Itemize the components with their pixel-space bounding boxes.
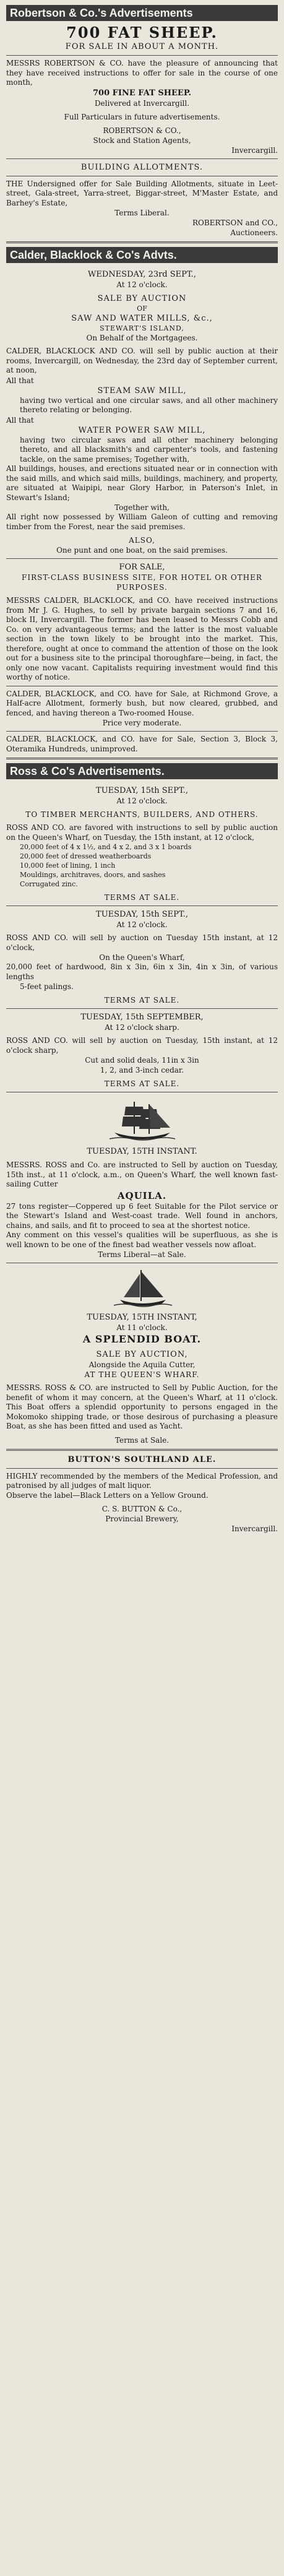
sale-date: TUESDAY, 15th SEPT., (96, 910, 188, 919)
lot-line: Mouldings, architraves, doors, and sashes (20, 871, 166, 879)
sale-date: TUESDAY, 15TH INSTANT. (87, 1147, 197, 1156)
ad-body: MESSRS. ROSS & CO. are instructed to Sell by Public Auction, for the benefit of whom it may concern, at the Queen's Wharf, at 11 o'clock. This Boat offers a splendid opportunity to persons engaged in the Mokomoko shipping trade, or those desirous of purchasing a pleasure Boat, as she has been fitted and used as Yacht. (6, 1383, 278, 1430)
sale-time: At 12 o'clock sharp. (105, 1023, 179, 1032)
divider (6, 241, 278, 243)
sale-heading: FIRST-CLASS BUSINESS SITE, FOR HOTEL OR OTHER PURPOSES. (22, 573, 262, 592)
section-header-ross: Ross & Co's Advertisements. (6, 763, 278, 779)
ad-body: MESSRS ROBERTSON & CO. have the pleasure of announcing that they have received instructions to offer for sale in the course of one month, (6, 59, 278, 87)
terms: TERMS AT SALE. (104, 996, 180, 1005)
sale-date: TUESDAY, 15th SEPT., (96, 786, 188, 795)
sale-time: At 12 o'clock. (116, 280, 168, 289)
lot-line: 10,000 feet of lining, 1 inch (20, 862, 116, 870)
ad-body: MESSRS CALDER, BLACKLOCK, and CO. have received instructions from Mr J. G. Hughes, to sell by private bargain sections 7 and 16, block II, Invercargill. The former has been leased to Messrs Cobb and Co. on very advantageous terms; and the latter is the most valuable section in the town likely to be brought into the market. This, therefore, ought at once to command the attention of those on the look out for a business site to the principal thoroughfare—being, in fact, the only one now vacant. Capitalists requiring investment would find this worthy of notice. (6, 596, 278, 681)
sale-item: SAW AND WATER MILLS, &c., (71, 314, 213, 323)
lot-line: 1, 2, and 3-inch cedar. (100, 1066, 184, 1074)
ad-body: 27 tons register—Coppered up 6 feet Suitable for the Pilot service or the Stewart's Island and West-coast trade. Well found in anchors, chains, and sails, and fit to proceed to sea at the shortest notice. (6, 1201, 278, 1230)
ad-body: CALDER, BLACKLOCK AND CO. will sell by public auction at their rooms, Invercargill, on Wednesday, the 23rd day of September current, at noon, (6, 347, 278, 374)
signature: Stock and Station Agents, (93, 136, 191, 145)
ad-title-ale: BUTTON'S SOUTHLAND ALE. (67, 1454, 217, 1464)
lot-body: having two vertical and one circular saws, and all other machinery thereto relating or belonging. (20, 395, 278, 414)
ad-body: Any comment on this vessel's qualities will be superfluous, as she is well known to be one of the finest bad weather vessels now afloat. (6, 1230, 278, 1249)
text: All that (6, 415, 34, 425)
sale-behalf: On Behalf of the Mortgagees. (86, 334, 198, 342)
ad-body: ROSS AND CO. will sell by auction on Tuesday 15th instant, at 12 o'clock, (6, 933, 278, 952)
price-note: Price very moderate. (102, 719, 182, 727)
ad-body: CALDER, BLACKLOCK, and CO. have for Sale, Section 3, Block 3, Oteramika Hundreds, unimproved. (6, 735, 278, 753)
signature: Auctioneers. (230, 228, 278, 237)
ad-body: Observe the label—Black Letters on a Yellow Ground. (6, 1490, 209, 1500)
vessel-name: AQUILA. (117, 1190, 167, 1201)
sale-location: On the Queen's Wharf, (99, 953, 185, 962)
sale-location: STEWART'S ISLAND, (100, 324, 184, 332)
lot-line: 20,000 feet of 4 x 1½, and 4 x 2, and 3 x 1 boards (20, 843, 192, 851)
sale-date: WEDNESDAY, 23rd SEPT., (88, 270, 196, 279)
sale-heading: A SPLENDID BOAT. (82, 1333, 202, 1345)
signature: C. S. BUTTON & Co., (101, 1505, 183, 1513)
sale-heading: TO TIMBER MERCHANTS, BUILDERS, AND OTHERS. (25, 810, 259, 819)
lot-body: having two circular saws and all other machinery belonging thereto, and all blacksmith's and carpenter's tools, and fastening tackle, on the same premises; Together with, (20, 435, 278, 464)
ad-body: ROSS AND CO. are favored with instructions to sell by public auction on the Queen's Wharf, on Tuesday, the 15th instant, at 12 o'clock, (6, 823, 278, 842)
signature: ROBERTSON & CO., (103, 126, 181, 135)
signature: Invercargill. (231, 145, 278, 155)
ad-title-allotments: BUILDING ALLOTMENTS. (80, 162, 204, 172)
divider (6, 758, 278, 759)
divider (6, 731, 278, 732)
ad-item: 700 FINE FAT SHEEP. (93, 88, 191, 98)
ad-body: MESSRS. ROSS and Co. are instructed to Sell by auction on Tuesday, 15th inst., at 11 o'clock, a.m., on Queen's Wharf, the well known fast-sailing Cutter (6, 1160, 278, 1188)
divider (6, 1008, 278, 1009)
divider (6, 158, 278, 159)
ad-body: HIGHLY recommended by the members of the Medical Profession, and patronised by all judges of malt liquor. (6, 1471, 278, 1490)
ad-note: Full Particulars in future advertisements. (64, 112, 220, 121)
sale-location: Alongside the Aquila Cutter, (88, 1360, 196, 1369)
terms: TERMS AT SALE. (104, 893, 180, 902)
lot-body: All buildings, houses, and erections situated near or in connection with the said mills, and which said mills, buildings, machinery, and property, are situated at Waipipi, near Glory Harbor, in Paterson's Inlet, in Stewart's Island; (6, 464, 278, 502)
signature: Provincial Brewery, (105, 1515, 179, 1523)
terms: Terms Liberal—at Sale. (98, 1250, 186, 1259)
ad-subtitle: FOR SALE IN ABOUT A MONTH. (65, 42, 219, 51)
divider (6, 558, 278, 559)
divider (6, 1449, 278, 1451)
lot-line: 20,000 feet of dressed weatherboards (20, 852, 152, 860)
sale-lot: STEAM SAW MILL, (97, 386, 187, 395)
divider (6, 905, 278, 906)
lot-line: Cut and solid deals, 11in x 3in (85, 1056, 199, 1065)
also-body: One punt and one boat, on the said premises. (56, 546, 228, 555)
ad-body: 20,000 feet of hardwood, 8in x 3in, 6in x 3in, 4in x 3in, of various lengths (6, 962, 278, 981)
section-header-calder: Calder, Blacklock & Co's Advts. (6, 247, 278, 263)
divider (6, 55, 278, 56)
lot-body: All right now possessed by William Galeon of cutting and removing timber from the Forest, near the said premises. (6, 512, 278, 531)
sale-of: OF (137, 305, 147, 313)
lot-line: Corrugated zinc. (20, 880, 78, 888)
sale-time: At 11 o'clock. (116, 1323, 168, 1332)
sale-location: AT THE QUEEN'S WHARF. (84, 1370, 200, 1379)
text: All that (6, 376, 34, 385)
sale-time: At 12 o'clock. (116, 920, 168, 929)
signature: ROBERTSON and CO., (192, 218, 278, 227)
for-sale: FOR SALE, (119, 563, 165, 572)
sale-date: TUESDAY, 15th SEPTEMBER, (80, 1013, 204, 1022)
also-heading: ALSO, (129, 536, 155, 545)
sale-date: TUESDAY, 15TH INSTANT, (87, 1313, 197, 1322)
signature: Invercargill. (231, 1524, 278, 1533)
divider (6, 1468, 278, 1469)
section-header-robertson: Robertson & Co.'s Advertisements (6, 5, 278, 21)
terms: TERMS AT SALE. (104, 1079, 180, 1088)
ad-terms: Terms Liberal. (114, 209, 170, 217)
terms: Terms at Sale. (114, 1435, 170, 1445)
sale-heading: SALE BY AUCTION (97, 294, 187, 303)
ad-body: THE Undersigned offer for Sale Building Allotments, situate in Leet-street, Gala-street, Yarra-street, Biggar-street, M'Master Estate, and Barhey's Estate, (6, 179, 278, 207)
sale-heading: SALE BY AUCTION, (96, 1350, 188, 1359)
ad-title-sheep: 700 FAT SHEEP. (66, 24, 218, 41)
ad-item-note: Delivered at Invercargill. (94, 98, 190, 108)
lot-line: 5-feet palings. (20, 982, 74, 991)
sale-lot: WATER POWER SAW MILL, (78, 425, 206, 435)
ship-illustration (108, 1096, 176, 1144)
text: Together with, (114, 503, 170, 512)
sale-time: At 12 o'clock. (116, 797, 168, 805)
ad-body: CALDER, BLACKLOCK, and CO. have for Sale, at Richmond Grove, a Half-acre Allotment, formerly bush, but now cleared, grubbed, and fenced, and having thereon a Two-roomed House. (6, 689, 278, 717)
ad-body: ROSS AND CO. will sell by auction on Tuesday, 15th instant, at 12 o'clock sharp, (6, 1036, 278, 1055)
boat-illustration (111, 1266, 173, 1310)
